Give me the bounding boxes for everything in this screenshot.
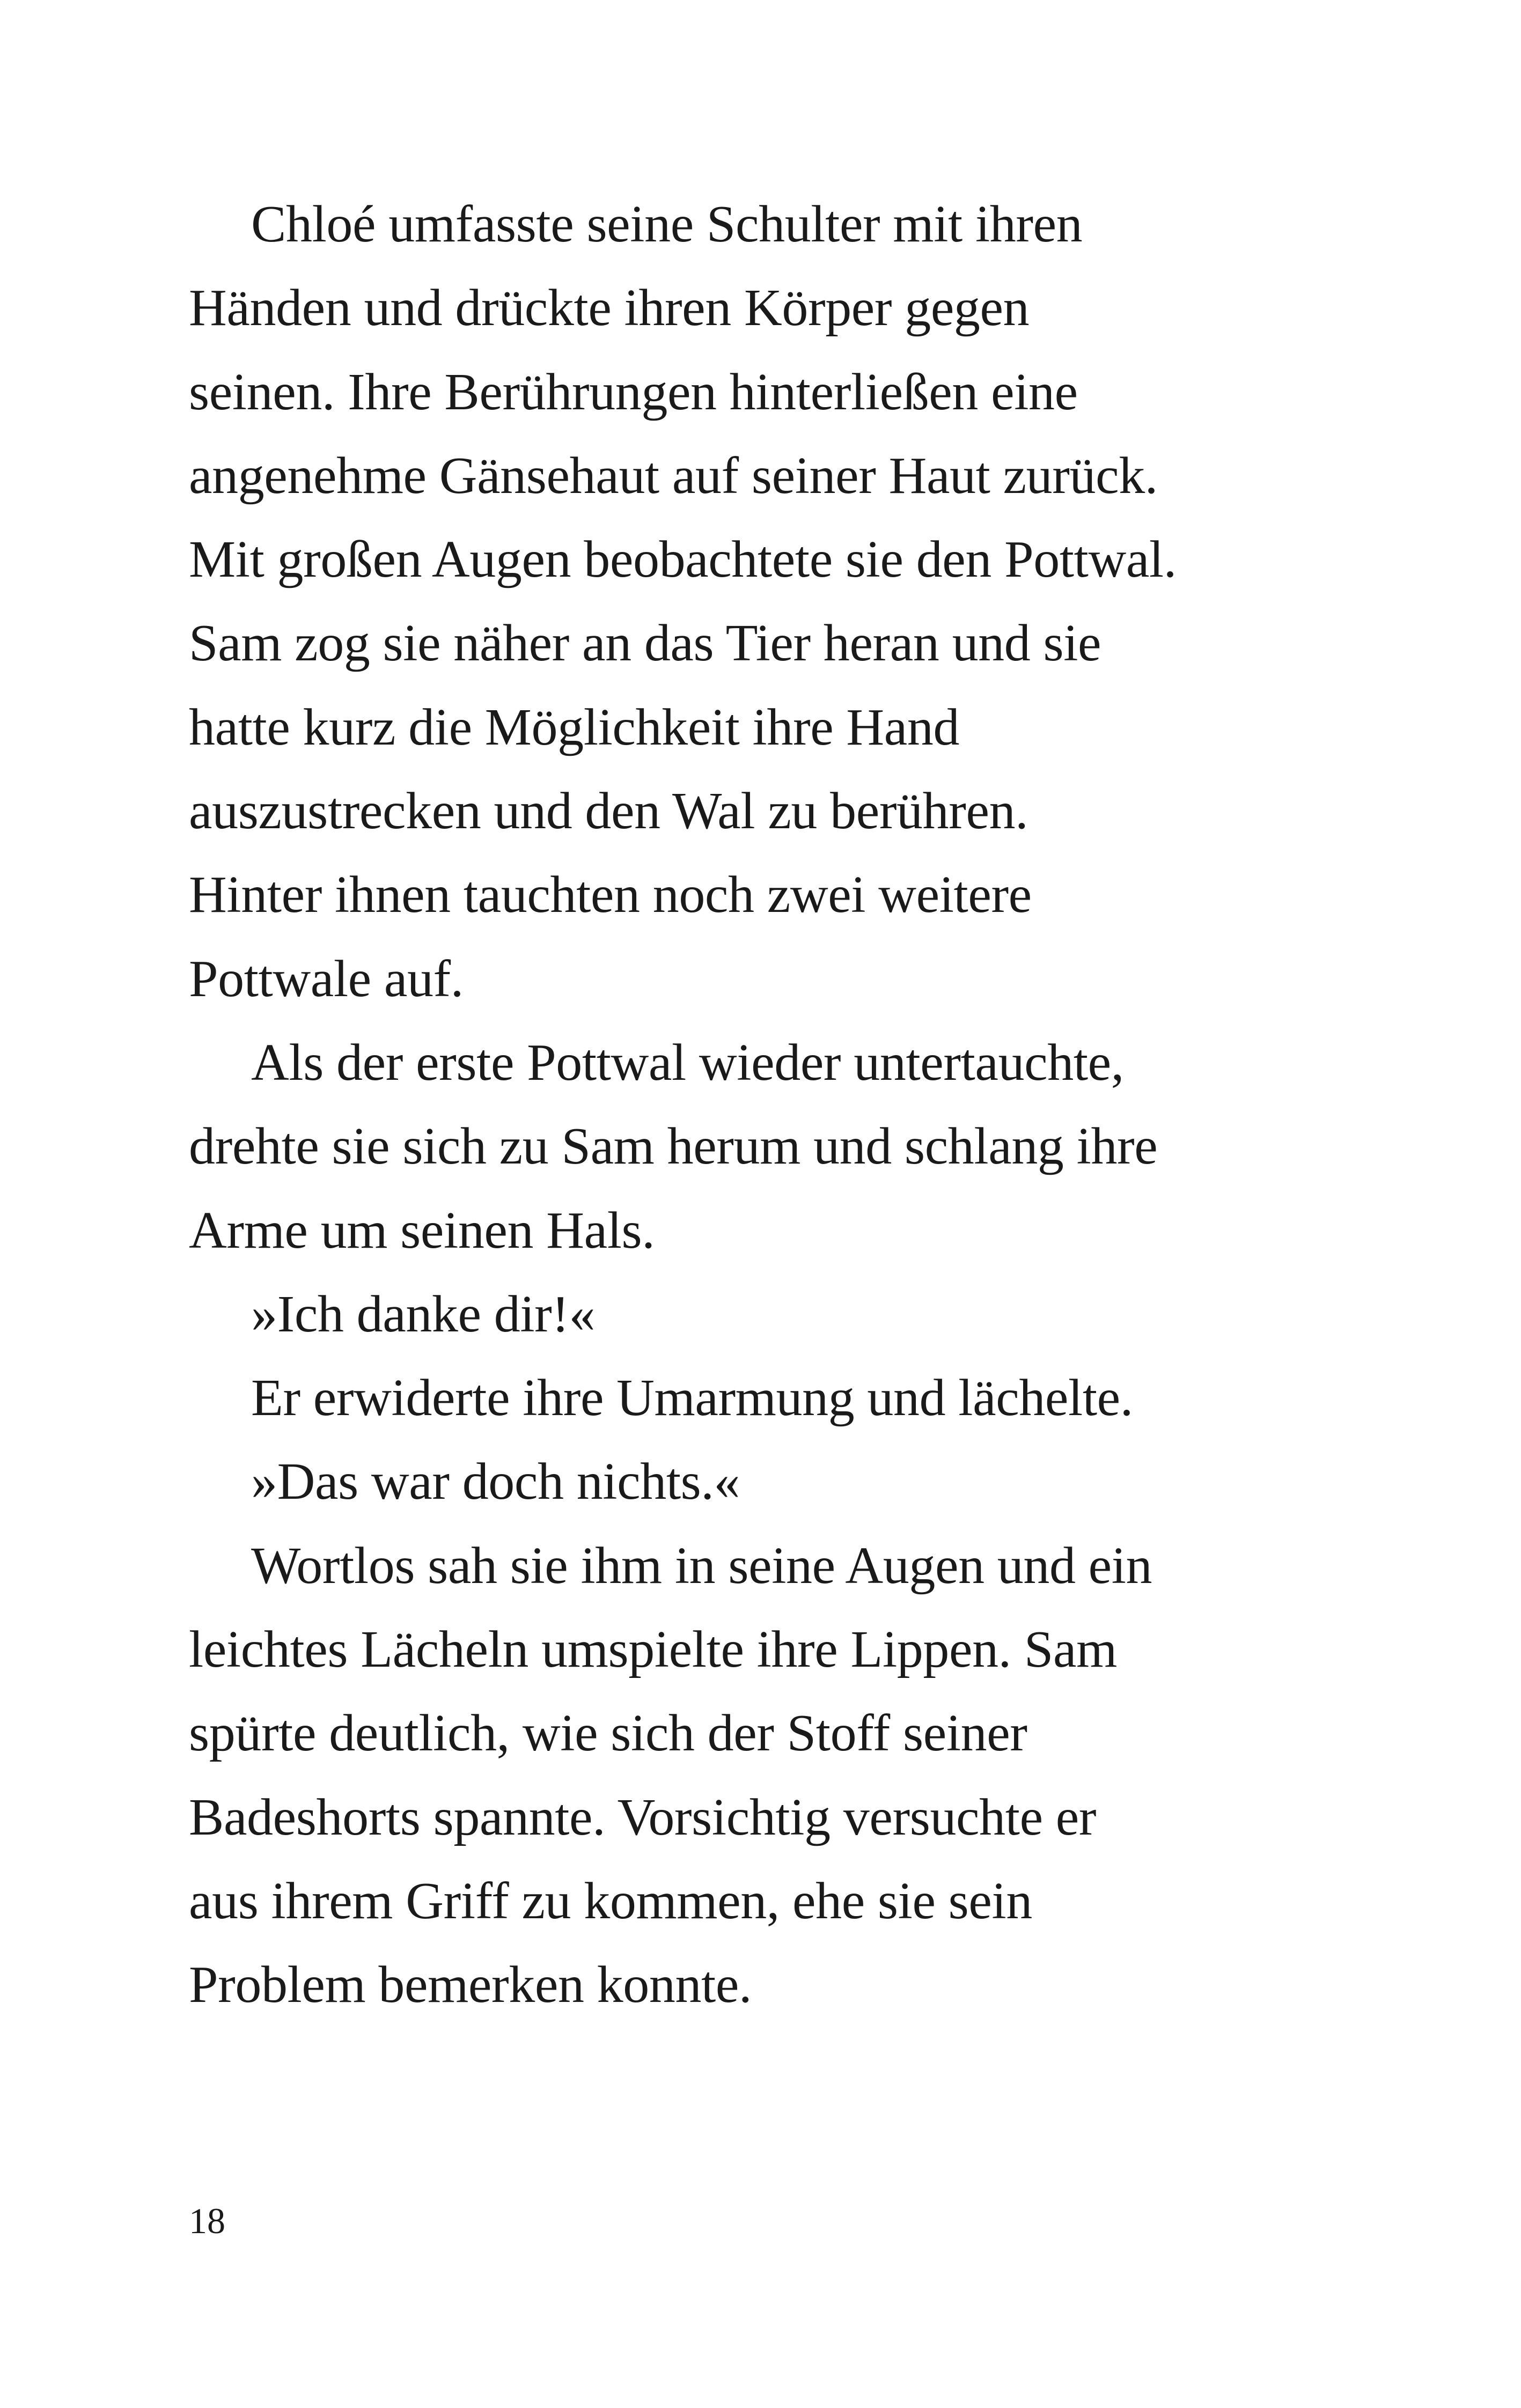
text-line: Problem bemerken konnte. [189, 1956, 752, 2014]
text-line: Hinter ihnen tauchten noch zwei weitere [189, 866, 1032, 924]
text-line: leichtes Lächeln umspielte ihre Lippen. Sam [189, 1621, 1117, 1679]
text-line: Mit großen Augen beobachtete sie den Pottwal. [189, 531, 1177, 589]
text-line: Sam zog sie näher an das Tier heran und sie [189, 614, 1101, 673]
text-line: angenehme Gänsehaut auf seiner Haut zurück. [189, 446, 1158, 505]
text-line: Pottwale auf. [189, 949, 464, 1008]
text-line: hatte kurz die Möglichkeit ihre Hand [189, 698, 960, 756]
page-number: 18 [189, 2200, 225, 2241]
text-line: auszustrecken und den Wal zu berühren. [189, 782, 1028, 841]
body-text [189, 182, 1294, 2027]
text-line: »Ich danke dir!« [251, 1285, 596, 1343]
text-line: »Das war doch nichts.« [251, 1453, 740, 1511]
text-line: Wortlos sah sie ihm in seine Augen und ein [251, 1536, 1152, 1595]
text-line: spürte deutlich, wie sich der Stoff seiner [189, 1704, 1027, 1763]
text-line: Arme um seinen Hals. [189, 1201, 655, 1260]
text-line: aus ihrem Griff zu kommen, ehe sie sein [189, 1872, 1032, 1930]
text-line: Händen und drückte ihren Körper gegen [189, 279, 1030, 337]
text-line: drehte sie sich zu Sam herum und schlang ihre [189, 1117, 1158, 1176]
text-line: Chloé umfasste seine Schulter mit ihren [251, 195, 1083, 253]
text-line: Als der erste Pottwal wieder untertauchte, [251, 1033, 1124, 1092]
text-line: seinen. Ihre Berührungen hinterließen eine [189, 363, 1078, 421]
text-line: Badeshorts spannte. Vorsichtig versuchte er [189, 1788, 1097, 1846]
text-line: Er erwiderte ihre Umarmung und lächelte. [251, 1369, 1133, 1427]
